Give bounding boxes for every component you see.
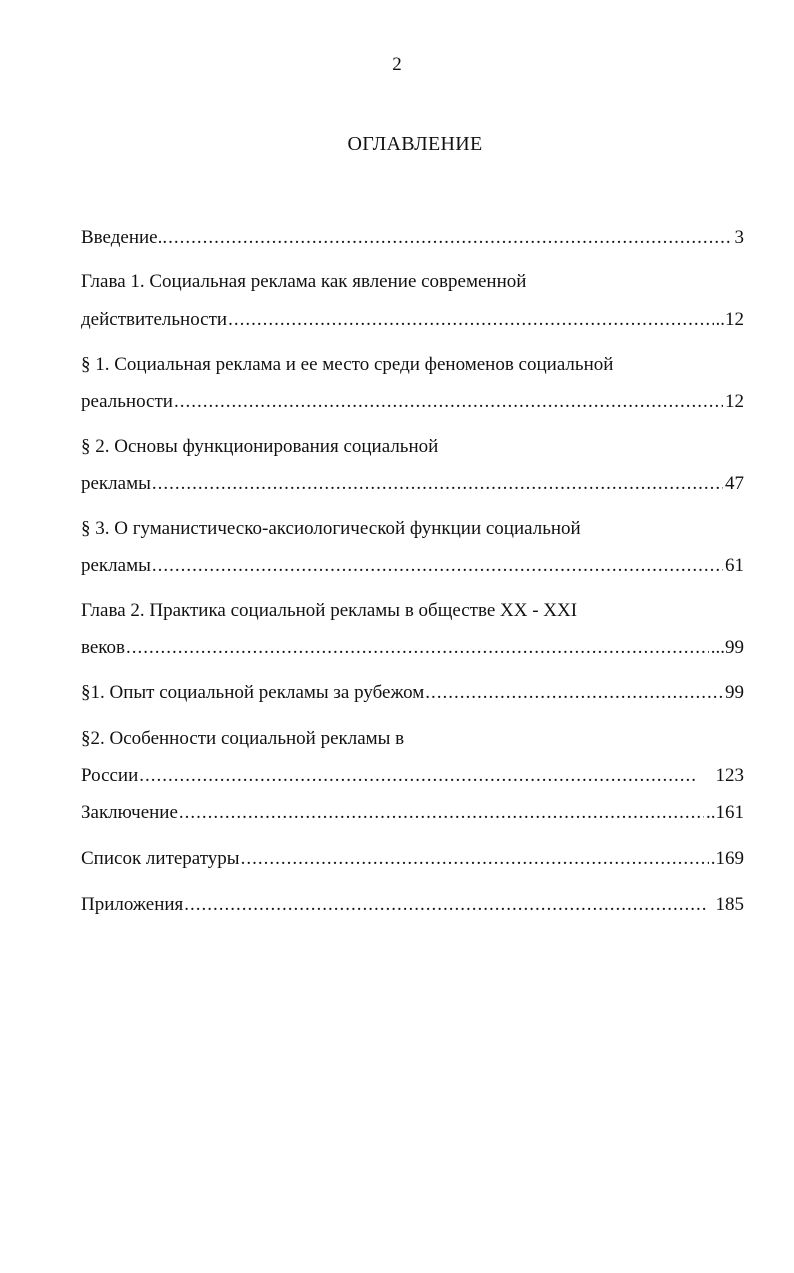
toc-entry-chapter-2: [81, 635, 744, 661]
toc-entry-page: .169: [710, 848, 744, 869]
toc-entry-label: реальности: [81, 391, 173, 412]
toc-entry-section-2-1: [81, 680, 744, 706]
toc-entry-section-1-3: [81, 553, 744, 579]
toc-entry-page: 3: [734, 227, 744, 248]
toc-entry-introduction: [81, 225, 744, 251]
toc-entry-section-1-1: [81, 389, 744, 415]
page-title: ОГЛАВЛЕНИЕ: [347, 133, 483, 155]
toc-entry-page: ..12: [715, 309, 744, 330]
toc-entry-label: Список литературы: [81, 848, 240, 869]
toc-entry-section-2-2-line1: §2. Особенности социальной рекламы в: [81, 728, 405, 749]
toc-entry-section-1-3-line1: § 3. О гуманистическо-аксиологической функции социальной: [81, 518, 581, 539]
toc-entry-label: Введение..: [81, 227, 168, 248]
toc-entry-label: Приложения: [81, 894, 184, 915]
dot-leader: [139, 763, 697, 789]
dot-leader: [126, 635, 709, 661]
dot-leader: [228, 307, 713, 333]
toc-entry-appendices: [81, 892, 744, 918]
dot-leader: [184, 892, 705, 918]
toc-entry-label: §1. Опыт социальной рекламы за рубежом: [81, 682, 425, 703]
toc-entry-conclusion: [81, 800, 744, 826]
toc-entry-label: рекламы: [81, 555, 151, 576]
toc-entry-chapter-1-line1: Глава 1. Социальная реклама как явление современной: [81, 271, 527, 292]
toc-entry-page: 61: [725, 555, 744, 576]
dot-leader: [174, 389, 723, 415]
toc-entry-page: 123: [715, 765, 744, 786]
toc-entry-chapter-2-line1: Глава 2. Практика социальной рекламы в обществе ХХ - XXI: [81, 600, 578, 621]
dot-leader: [179, 800, 704, 826]
toc-entry-bibliography: [81, 846, 744, 872]
toc-entry-section-1-2: [81, 471, 744, 497]
toc-entry-label: Заключение: [81, 802, 178, 823]
toc-entry-section-1-2-line1: § 2. Основы функционирования социальной: [81, 436, 439, 457]
toc-entry-section-2-2: [81, 763, 744, 789]
toc-entry-page: 99: [725, 682, 744, 703]
dot-leader: [168, 225, 732, 251]
toc-entry-section-1-1-line1: § 1. Социальная реклама и ее место среди феноменов социальной: [81, 354, 614, 375]
toc-entry-label: веков: [81, 637, 126, 658]
dot-leader: [152, 553, 723, 579]
toc-entry-label: России: [81, 765, 139, 786]
toc-entry-page: 47: [725, 473, 744, 494]
toc-entry-page: ...99: [710, 637, 744, 658]
toc-entry-chapter-1: [81, 307, 744, 333]
dot-leader: [241, 846, 709, 872]
dot-leader: [425, 680, 723, 706]
dot-leader: [152, 471, 723, 497]
page-number: 2: [392, 54, 402, 75]
toc-entry-page: 185: [715, 894, 744, 915]
toc-entry-label: действительности: [81, 309, 228, 330]
toc-entry-page: ..161: [706, 802, 744, 823]
toc-entry-page: 12: [725, 391, 744, 412]
toc-entry-label: рекламы: [81, 473, 151, 494]
